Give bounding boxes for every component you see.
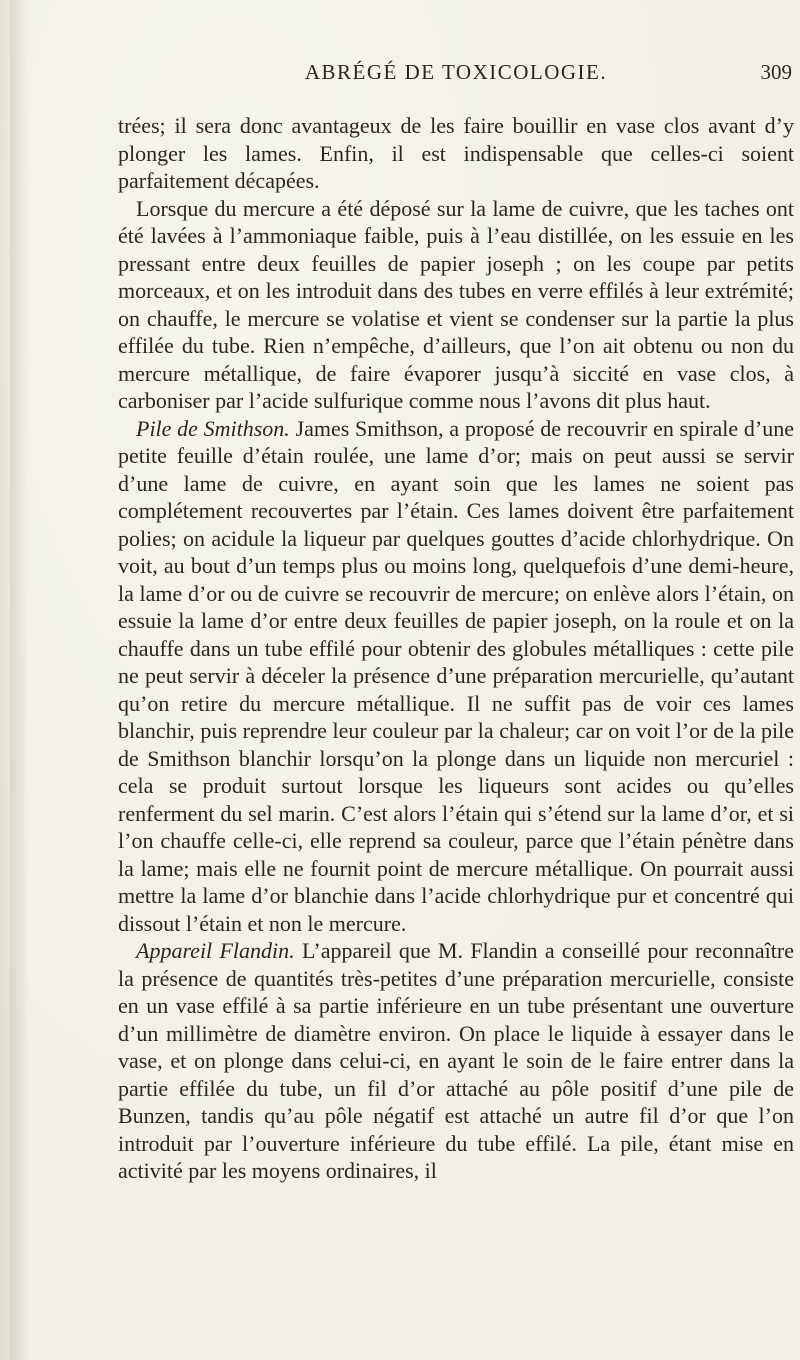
running-head (118, 58, 794, 92)
paragraph-3-text: James Smithson, a proposé de recouvrir en spirale d’une petite feuille d’étain roulée, une lame d’or; mais on peut aussi se servir d’une lame de cuivre, en ayant soin que les lames ne soient pas complétement recouvertes par l’étain. Ces lames doivent être parfaitement polies; on acidule la liqueur par quelques gouttes d’acide chlorhydrique. On voit, au bout d’un temps plus ou moins long, quelquefois d’une demi-heure, la lame d’or ou de cuivre se recouvrir de mercure; on enlève alors l’étain, on essuie la lame d’or entre deux feuilles de papier joseph, on la roule et on la chauffe dans un tube effilé pour obtenir des globules métalliques : cette pile ne peut servir à déceler la présence d’une préparation mercurielle, qu’autant qu’on retire du mercure métallique. Il ne suffit pas de voir ces lames blanchir, puis reprendre leur couleur par la chaleur; car on voit l’or de la pile de Smithson blanchir lorsqu’on la plonge dans un liquide non mercuriel : cela se produit surtout lorsque les liqueurs sont acides ou qu’elles renferment du sel marin. C’est alors l’étain qui s’étend sur la lame d’or, et si l’on chauffe celle-ci, elle reprend sa couleur, parce que l’étain pénètre dans la lame; mais elle ne fournit point de mercure métallique. On pourrait aussi mettre la lame d’or blanchie dans l’acide chlorhydrique pur et concentré qui dissout l’étain et non le mercure. (118, 415, 794, 936)
paragraph-3 (118, 415, 794, 938)
paragraph-2 (118, 195, 794, 415)
running-title: ABRÉGÉ DE TOXICOLOGIE. (304, 60, 608, 84)
paragraph-1 (118, 112, 794, 195)
page-number: 309 (760, 60, 792, 84)
paragraph-1-text: trées; il sera donc avantageux de les faire bouillir en vase clos avant d’y plonger les lames. Enfin, il est indispensable que celles-ci soient parfaitement décapées. (118, 113, 794, 193)
paragraph-3-heading: Pile de Smithson. (136, 415, 290, 441)
paragraph-4-heading: Appareil Flandin. (136, 938, 295, 963)
paragraph-4-text: L’appareil que M. Flandin a conseillé pour reconnaître la présence de quantités très-petites d’une préparation mercurielle, consiste en un vase effilé à sa partie inférieure en un tube présentant une ouverture d’un millimètre de diamètre environ. On place le liquide à essayer dans le vase, et on plonge dans celui-ci, en ayant le soin de le faire entrer dans la partie effilée du tube, un fil d’or attaché au pôle positif d’une pile de Bunzen, tandis qu’au pôle négatif est attaché un autre fil d’or que l’on introduit par l’ouverture inférieure du tube effilé. La pile, étant mise en activité par les moyens ordinaires, il (118, 938, 795, 1183)
page-gutter-shadow (10, 0, 28, 1360)
body-text (118, 112, 794, 1185)
paragraph-2-text: Lorsque du mercure a été déposé sur la lame de cuivre, que les taches ont été lavées à l’ammoniaque faible, puis à l’eau distillée, on les essuie en les pressant entre deux feuilles de papier joseph ; on les coupe par petits morceaux, et on les introduit dans des tubes en verre effilés à leur extrémité; on chauffe, le mercure se volatise et vient se condenser sur la partie la plus effilée du tube. Rien n’empêche, d’ailleurs, que l’on ait obtenu ou non du mercure métallique, de faire évaporer jusqu’à siccité en vase clos, à carboniser par l’acide sulfurique comme nous l’avons dit plus haut. (118, 195, 794, 413)
paragraph-4 (118, 937, 794, 1185)
